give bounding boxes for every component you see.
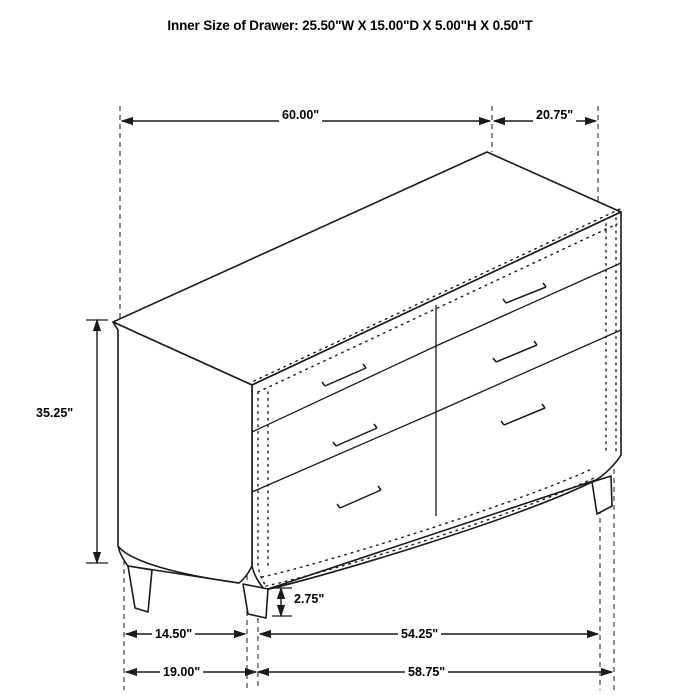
dimension-label-side-base: 14.50": [152, 627, 195, 641]
dimension-label-top-depth: 20.75": [533, 108, 576, 122]
dresser-body: [113, 152, 621, 618]
dimension-label-side-overall: 19.00": [160, 665, 203, 679]
leg-front-right: [592, 476, 612, 514]
dimension-label-top-width: 60.00": [279, 108, 322, 122]
dimension-label-front-base: 54.25": [398, 627, 441, 641]
dimension-label-front-overall: 58.75": [405, 665, 448, 679]
dimension-label-leg-height: 2.75": [291, 592, 327, 606]
dimension-label-height: 35.25": [33, 406, 76, 420]
page-title: Inner Size of Drawer: 25.50"W X 15.00"D X 5.00"H X 0.50"T: [167, 18, 533, 33]
leg-front-left: [128, 566, 152, 612]
